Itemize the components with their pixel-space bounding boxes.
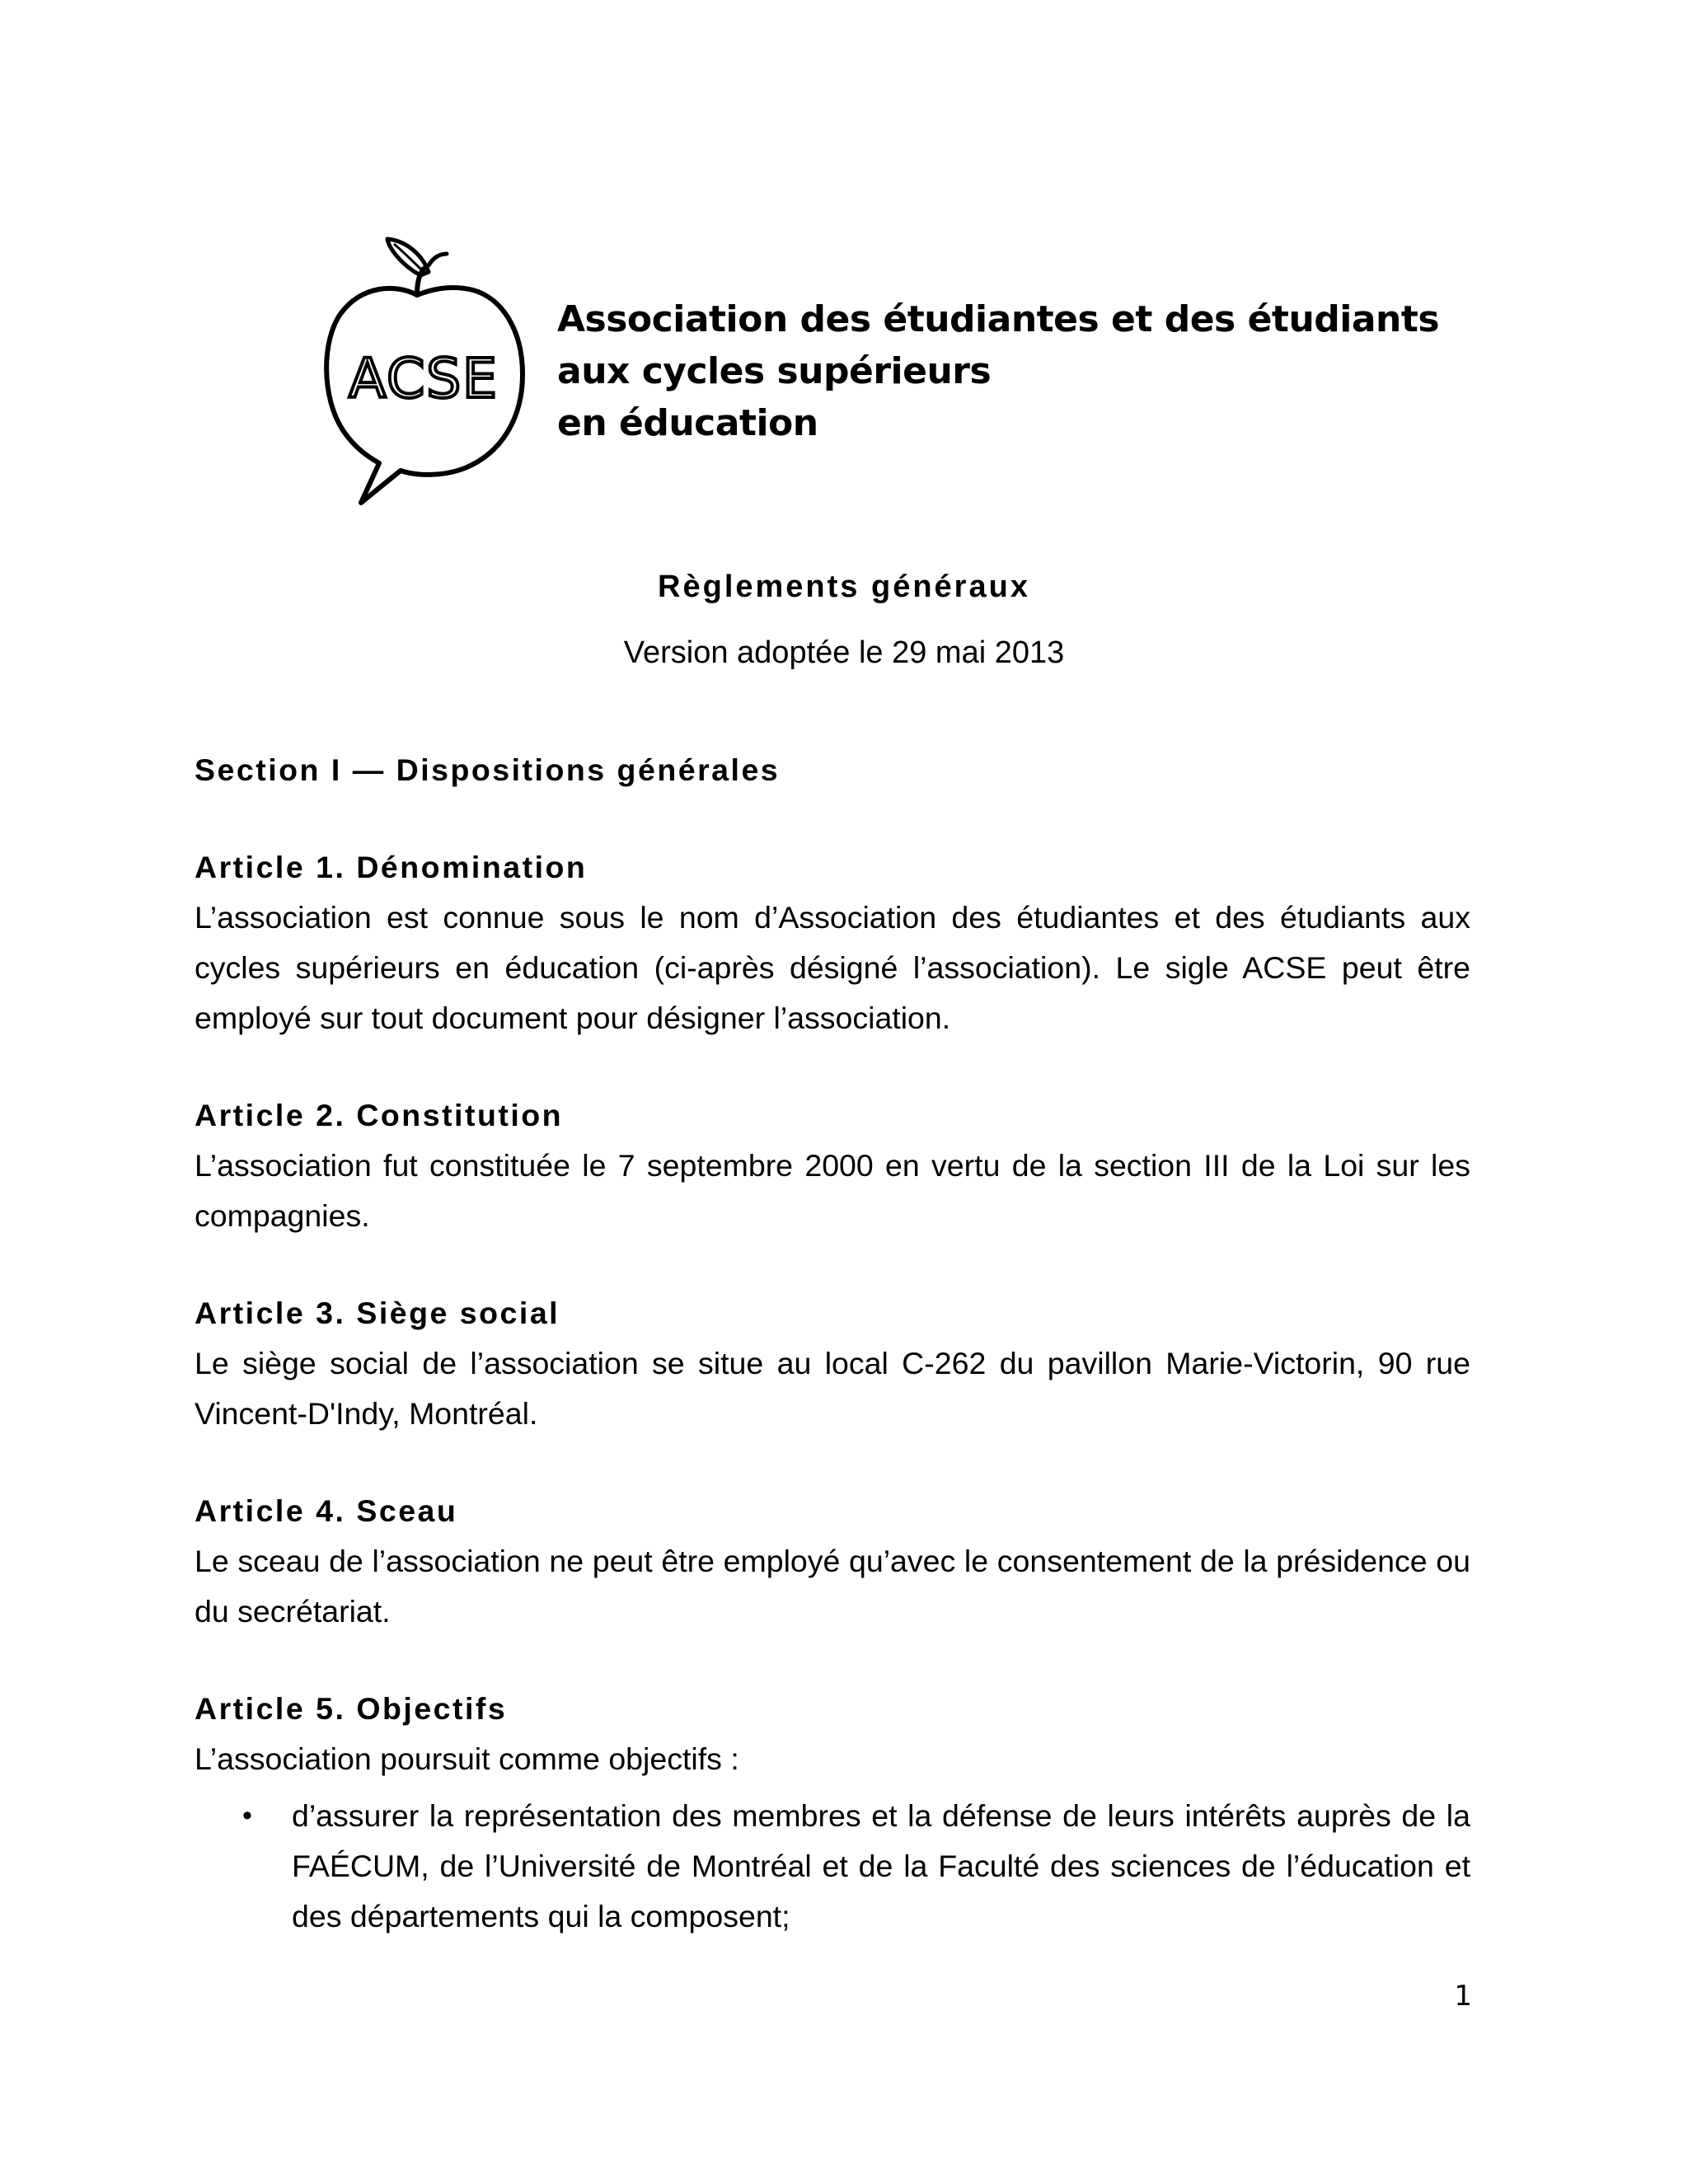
- objectives-list: [195, 1791, 1470, 1942]
- document-title: Règlements généraux: [658, 569, 1030, 604]
- article-2: [195, 1090, 1470, 1241]
- article-text: L’association est connue sous le nom d’Association des étudiantes et des étudiants aux cycles supérieurs en éducation (ci-après désigné l’association). Le sigle ACSE peut être employé sur tout document pour désigner l’association.: [195, 900, 1470, 1035]
- article-title: Article 2. Constitution: [195, 1098, 564, 1132]
- bullet-icon: •: [242, 1800, 252, 1831]
- article-text: L’association fut constituée le 7 septembre 2000 en vertu de la section III de la Loi sur les compagnies.: [195, 1148, 1470, 1233]
- article-1: [195, 842, 1470, 1043]
- list-item-text: d’assurer la représentation des membres et la défense de leurs intérêts auprès de la FAÉCUM, de l’Université de Montréal et de la Faculté des sciences de l’éducation et des départements qui la composent;: [292, 1798, 1470, 1933]
- article-title: Article 4. Sceau: [195, 1493, 458, 1528]
- article-4: [195, 1486, 1470, 1637]
- logo-text: ACSE: [349, 347, 499, 410]
- organization-name-line-3: en éducation: [557, 402, 818, 444]
- article-title: Article 5. Objectifs: [195, 1691, 508, 1726]
- organization-name: [557, 293, 1464, 449]
- article-text: Le sceau de l’association ne peut être employé qu’avec le consentement de la présidence ou du secrétariat.: [195, 1544, 1470, 1629]
- article-3: [195, 1288, 1470, 1439]
- article-5: [195, 1684, 1470, 1942]
- organization-name-line-2: aux cycles supérieurs: [557, 350, 992, 392]
- section-title: Section I — Dispositions générales: [195, 752, 781, 787]
- article-title: Article 1. Dénomination: [195, 850, 588, 884]
- organization-name-line-1: Association des étudiantes et des étudiants: [557, 298, 1440, 340]
- page-number: 1: [1454, 1980, 1472, 2013]
- article-title: Article 3. Siège social: [195, 1296, 560, 1330]
- acse-logo: [320, 236, 526, 508]
- article-text: Le siège social de l’association se situe au local C-262 du pavillon Marie-Victorin, 90 rue Vincent-D'Indy, Montréal.: [195, 1346, 1470, 1431]
- list-item: [195, 1791, 1470, 1942]
- document-version: Version adoptée le 29 mai 2013: [623, 635, 1065, 670]
- article-text: L’association poursuit comme objectifs :: [195, 1741, 739, 1776]
- document-body: [195, 745, 1470, 1989]
